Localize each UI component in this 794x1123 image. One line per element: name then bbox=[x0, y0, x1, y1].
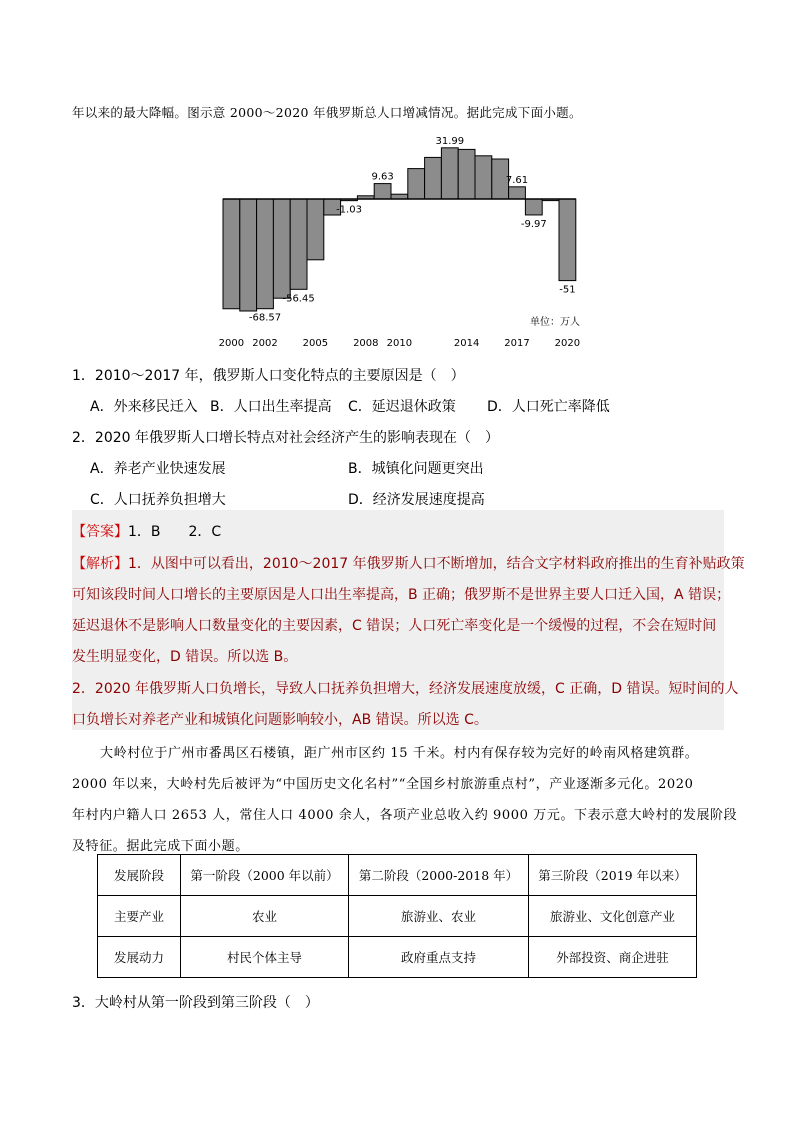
x-tick-label-2020: 2020 bbox=[554, 338, 581, 349]
unit-label: 单位：万人 bbox=[530, 317, 580, 328]
q1-option-c: C．延迟退休政策 bbox=[348, 399, 456, 415]
table-cell: 村民个体主导 bbox=[181, 937, 349, 978]
table-cell: 主要产业 bbox=[98, 896, 181, 937]
analysis-line-1 bbox=[72, 553, 745, 573]
x-tick-label-2002: 2002 bbox=[252, 338, 278, 349]
passage-line-4: 及特征。据此完成下面小题。 bbox=[72, 839, 249, 854]
table-header-row bbox=[98, 855, 697, 896]
value-label-2004: -56.45 bbox=[282, 293, 315, 305]
answer-line bbox=[72, 521, 221, 541]
bar-2013 bbox=[441, 148, 458, 199]
q2-option-b: B．城镇化问题更突出 bbox=[348, 461, 484, 477]
x-tick-label-2000: 2000 bbox=[218, 338, 245, 349]
bar-2018 bbox=[525, 199, 542, 215]
table-cell: 农业 bbox=[181, 896, 349, 937]
table-header-cell: 第一阶段（2000 年以前） bbox=[181, 855, 349, 896]
analysis-tag: 【解析】 bbox=[72, 556, 128, 572]
value-label-2009: 9.63 bbox=[371, 171, 394, 183]
bar-2002 bbox=[257, 199, 274, 309]
bar-2011 bbox=[408, 169, 425, 199]
bar-2004 bbox=[290, 199, 307, 289]
q2-option-c: C．人口抚养负担增大 bbox=[90, 492, 226, 508]
passage-line-3: 年村内户籍人口 2653 人，常住人口 4000 余人，各项产业总收入约 9000 万元。下表示意大岭村的发展阶段 bbox=[72, 808, 738, 823]
value-label-2002: -68.57 bbox=[248, 312, 282, 324]
analysis-text-1: 1．从图中可以看出，2010～2017 年俄罗斯人口不断增加，结合文字材料政府推出的生育补贴政策 bbox=[128, 556, 745, 572]
population-change-chart bbox=[215, 128, 595, 353]
answer-tag: 【答案】 bbox=[72, 524, 128, 540]
q2-option-a: A．养老产业快速发展 bbox=[90, 461, 226, 477]
table-cell: 旅游业、农业 bbox=[349, 896, 529, 937]
x-tick-label-2014: 2014 bbox=[453, 338, 480, 349]
bar-2009 bbox=[374, 184, 391, 199]
value-label-2013: 31.99 bbox=[435, 135, 465, 147]
bar-2015 bbox=[475, 156, 492, 199]
bar-2017 bbox=[509, 187, 526, 199]
q1-option-d: D．人口死亡率降低 bbox=[487, 399, 610, 415]
table-cell: 发展动力 bbox=[98, 937, 181, 978]
bar-2012 bbox=[425, 157, 442, 199]
bar-2003 bbox=[273, 199, 290, 298]
value-label-2007: -1.03 bbox=[336, 204, 362, 216]
bar-2014 bbox=[458, 149, 475, 199]
table-cell: 政府重点支持 bbox=[349, 937, 529, 978]
value-label-2017: 7.61 bbox=[505, 174, 529, 186]
intro-text: 年以来的最大降幅。图示意 2000～2020 年俄罗斯总人口增减情况。据此完成下面小题。 bbox=[72, 105, 582, 120]
question-2-stem: 2．2020 年俄罗斯人口增长特点对社会经济产生的影响表现在（ ） bbox=[72, 430, 499, 446]
value-label-2020: -51 bbox=[559, 284, 576, 296]
answer-text: 1．B 2．C bbox=[128, 524, 222, 540]
analysis-line-6: 口负增长对养老产业和城镇化问题影响较小，AB 错误。所以选 C。 bbox=[72, 712, 488, 728]
q1-option-a: A．外来移民迁入 bbox=[90, 399, 198, 415]
q2-option-d: D．经济发展速度提高 bbox=[348, 492, 485, 508]
x-tick-label-2008: 2008 bbox=[353, 338, 379, 349]
analysis-line-4: 发生明显变化，D 错误。所以选 B。 bbox=[72, 649, 298, 665]
value-label-2018: -9.97 bbox=[520, 218, 547, 230]
bar-2020 bbox=[559, 199, 576, 281]
question-1-stem: 1．2010～2017 年，俄罗斯人口变化特点的主要原因是（ ） bbox=[72, 368, 465, 384]
analysis-line-2: 可知该段时间人口增长的主要原因是人口出生率提高，B 正确；俄罗斯不是世界主要人口迁入国，A 错误； bbox=[72, 587, 731, 603]
table-cell: 旅游业、文化创意产业 bbox=[528, 896, 696, 937]
table-cell: 外部投资、商企进驻 bbox=[528, 937, 696, 978]
bar-2005 bbox=[307, 199, 324, 260]
table-header-cell: 发展阶段 bbox=[98, 855, 181, 896]
q1-option-b: B．人口出生率提高 bbox=[210, 399, 332, 415]
passage-line-1: 大岭村位于广州市番禺区石楼镇，距广州市区约 15 千米。村内有保存较为完好的岭南风格建筑群。 bbox=[100, 746, 699, 761]
bar-2001 bbox=[240, 199, 257, 311]
table-header-cell: 第二阶段（2000-2018 年） bbox=[349, 855, 529, 896]
table-header-cell: 第三阶段（2019 年以来） bbox=[528, 855, 696, 896]
x-tick-label-2010: 2010 bbox=[386, 338, 413, 349]
analysis-line-3: 延迟退休不是影响人口数量变化的主要因素，C 错误；人口死亡率变化是一个缓慢的过程，不会在短时间 bbox=[72, 618, 717, 634]
bar-2000 bbox=[223, 199, 240, 309]
table-row bbox=[98, 896, 697, 937]
analysis-line-5: 2．2020 年俄罗斯人口负增长，导致人口抚养负担增大，经济发展速度放缓，C 正确，D 错误。短时间的人 bbox=[72, 681, 739, 697]
x-tick-label-2017: 2017 bbox=[504, 338, 530, 349]
x-tick-label-2005: 2005 bbox=[302, 338, 329, 349]
table-row bbox=[98, 937, 697, 978]
question-3-stem: 3．大岭村从第一阶段到第三阶段（ ） bbox=[72, 995, 319, 1011]
passage-line-2: 2000 年以来，大岭村先后被评为“中国历史文化名村”“全国乡村旅游重点村”，产业逐渐多元化。2020 bbox=[72, 777, 694, 792]
development-stage-table bbox=[97, 854, 697, 978]
